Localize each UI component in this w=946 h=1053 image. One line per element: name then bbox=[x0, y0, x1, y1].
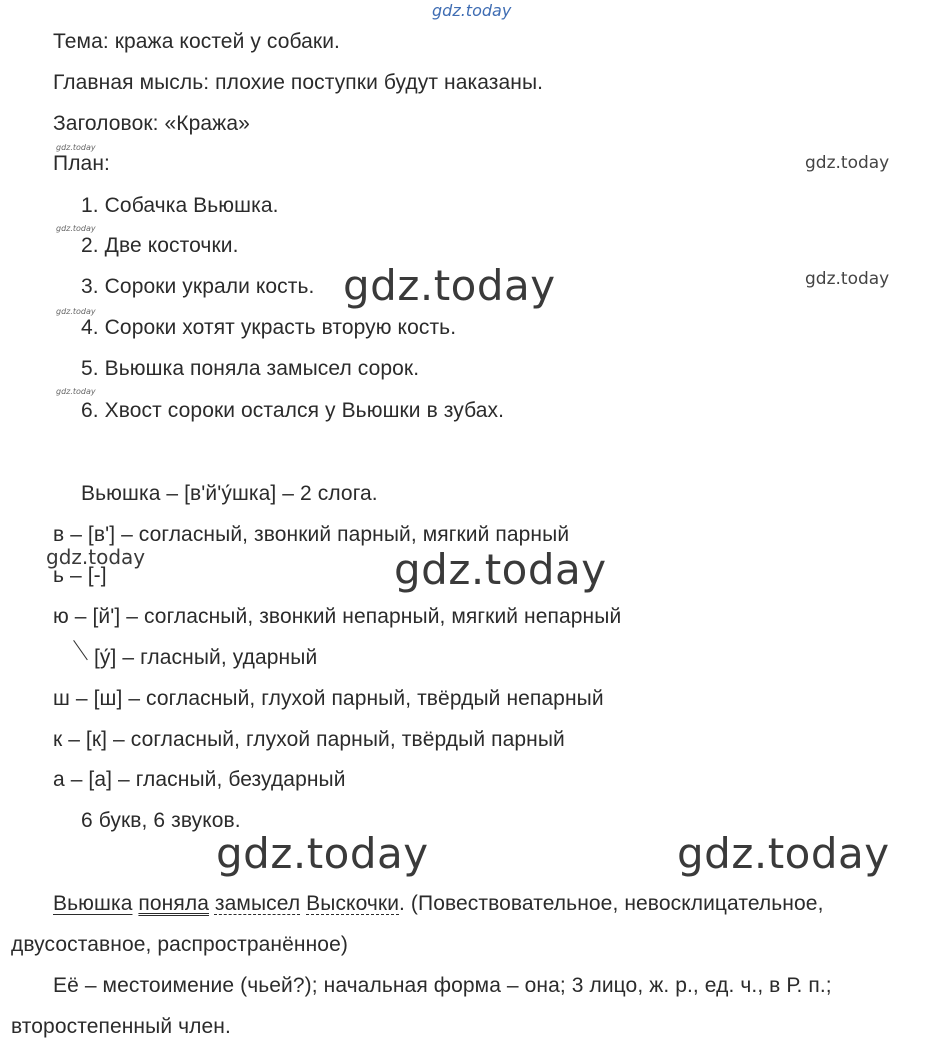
sentence-object: замысел bbox=[214, 892, 301, 915]
phonetic-letter-line: к – [к] – согласный, глухой парный, твёрдый парный bbox=[53, 728, 565, 751]
watermark-small: gdz.today bbox=[805, 153, 890, 173]
sentence-predicate: поняла bbox=[138, 892, 209, 915]
sentence-line-2: двусоставное, распространённое) bbox=[11, 933, 348, 956]
watermark-big: gdz.today bbox=[216, 829, 429, 878]
watermark-big: gdz.today bbox=[394, 545, 607, 594]
plan-item: 6. Хвост сороки остался у Вьюшки в зубах. bbox=[81, 399, 505, 422]
phonetic-letter-line: а – [а] – гласный, безударный bbox=[53, 768, 346, 791]
sentence-line-1 bbox=[53, 891, 824, 917]
watermark-big: gdz.today bbox=[343, 261, 556, 310]
phonetic-letter-line: [у́] – гласный, ударный bbox=[94, 646, 318, 669]
sentence-rest: . (Повествовательное, невосклицательное, bbox=[399, 892, 824, 915]
phonetic-word-line: Вьюшка – [в'й'у́шка] – 2 слога. bbox=[81, 482, 378, 505]
heading-line: Заголовок: «Кража» bbox=[53, 112, 250, 135]
watermark-mid: gdz.today bbox=[46, 545, 146, 569]
watermark-top: gdz.today bbox=[432, 1, 512, 20]
sentence-attribute: Выскочки bbox=[306, 892, 400, 915]
pronoun-line-2: второстепенный член. bbox=[11, 1015, 231, 1038]
plan-item: 1. Собачка Вьюшка. bbox=[81, 194, 279, 217]
main-idea-line: Главная мысль: плохие поступки будут наказаны. bbox=[53, 71, 544, 94]
plan-item: 4. Сороки хотят украсть вторую кость. bbox=[81, 316, 457, 339]
plan-item: 2. Две косточки. bbox=[81, 234, 239, 257]
pronoun-line-1: Её – местоимение (чьей?); начальная форма – она; 3 лицо, ж. р., ед. ч., в Р. п.; bbox=[53, 974, 832, 997]
watermark-tiny: gdz.today bbox=[56, 307, 96, 316]
watermark-small: gdz.today bbox=[805, 269, 890, 289]
plan-item: 3. Сороки украли кость. bbox=[81, 275, 315, 298]
phonetic-letter-line: ь – [-] bbox=[53, 564, 107, 587]
theme-line: Тема: кража костей у собаки. bbox=[53, 30, 340, 53]
phonetic-letter-line: ш – [ш] – согласный, глухой парный, твёрдый непарный bbox=[53, 687, 604, 710]
phonetic-summary: 6 букв, 6 звуков. bbox=[81, 809, 241, 832]
plan-label: План: bbox=[53, 152, 110, 175]
watermark-tiny: gdz.today bbox=[56, 143, 96, 152]
watermark-tiny: gdz.today bbox=[56, 224, 96, 233]
phonetic-letter-line: ю – [й'] – согласный, звонкий непарный, мягкий непарный bbox=[53, 605, 622, 628]
sentence-subject: Вьюшка bbox=[53, 892, 133, 915]
plan-item: 5. Вьюшка поняла замысел сорок. bbox=[81, 357, 420, 380]
watermark-big: gdz.today bbox=[677, 829, 890, 878]
watermark-tiny: gdz.today bbox=[56, 387, 96, 396]
connector-line bbox=[73, 640, 88, 660]
phonetic-letter-line: в – [в'] – согласный, звонкий парный, мягкий парный bbox=[53, 523, 570, 546]
